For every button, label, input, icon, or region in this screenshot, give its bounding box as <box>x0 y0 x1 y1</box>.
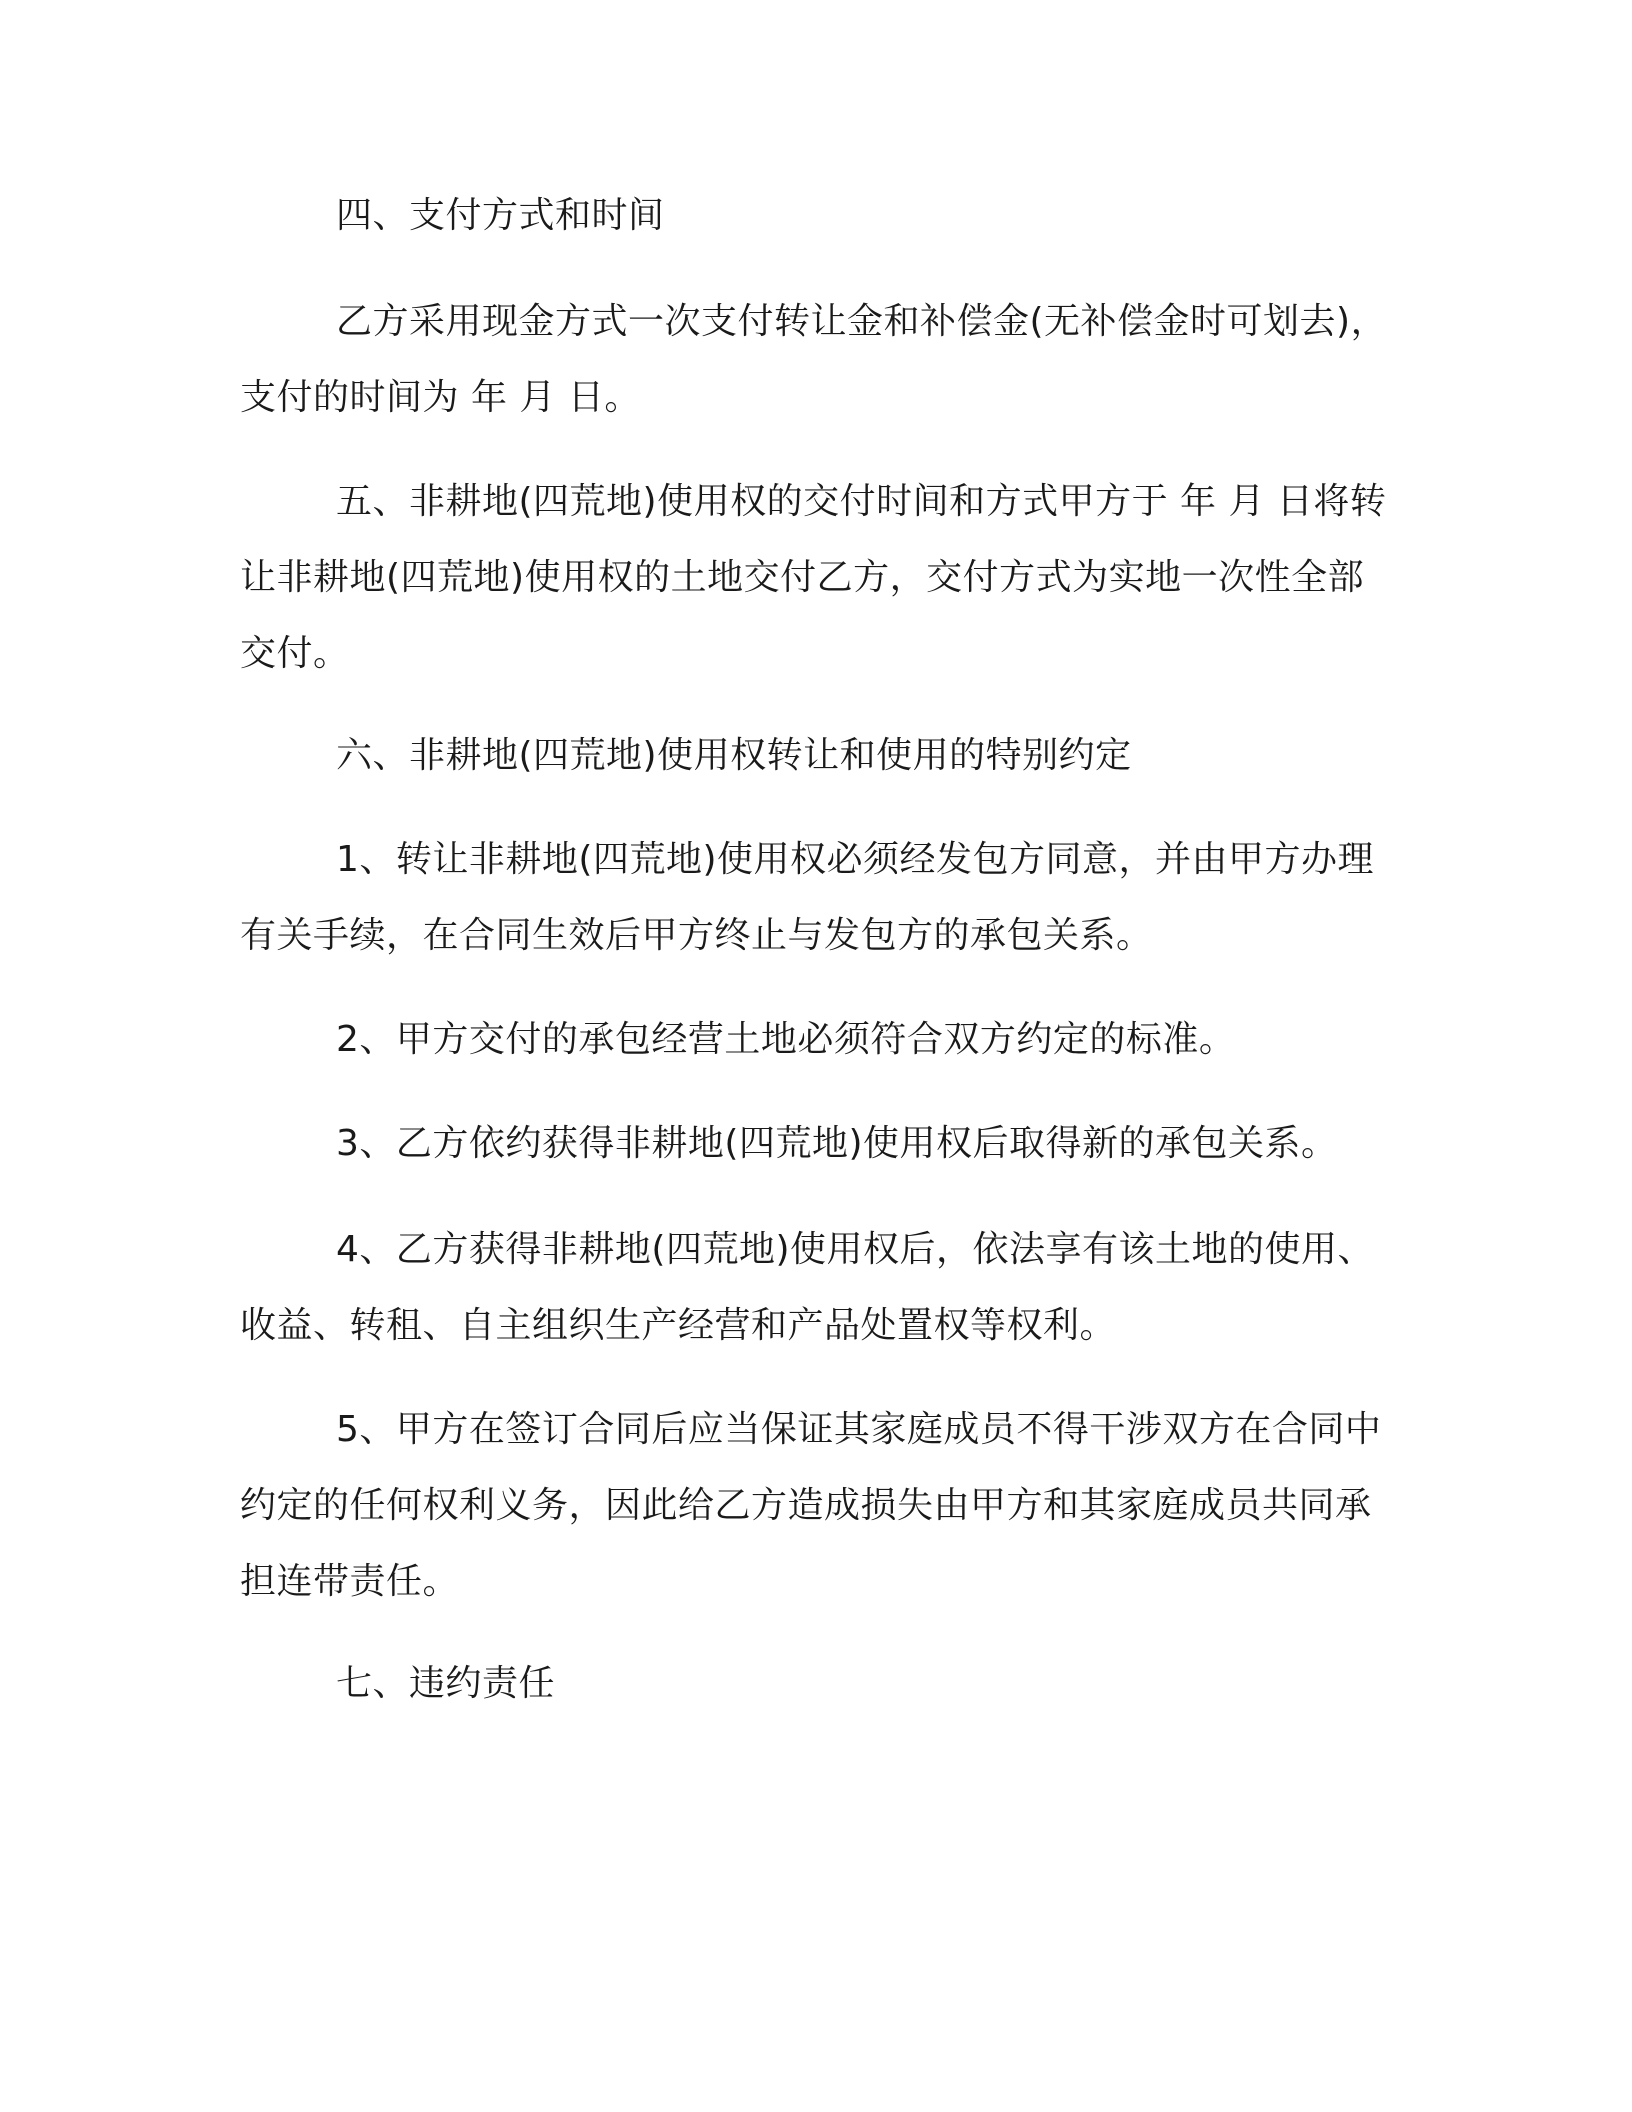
special-term-4: 4、乙方获得非耕地(四荒地)使用权后，依法享有该土地的使用、收益、转租、自主组织生产经营和产品处置权等权利。 <box>240 1229 1374 1346</box>
section-heading-special-terms: 六、非耕地(四荒地)使用权转让和使用的特别约定 <box>336 735 1132 776</box>
delivery-clause: 五、非耕地(四荒地)使用权的交付时间和方式甲方于 年 月 日将转让非耕地(四荒地)使用权的土地交付乙方，交付方式为实地一次性全部交付。 <box>240 481 1387 674</box>
special-term-2: 2、甲方交付的承包经营土地必须符合双方约定的标准。 <box>336 1019 1236 1060</box>
special-term-3: 3、乙方依约获得非耕地(四荒地)使用权后取得新的承包关系。 <box>336 1123 1338 1164</box>
section-heading-payment: 四、支付方式和时间 <box>336 195 665 236</box>
payment-clause: 乙方采用现金方式一次支付转让金和补偿金(无补偿金时可划去)，支付的时间为 年 月 日。 <box>240 301 1388 418</box>
special-term-1: 1、转让非耕地(四荒地)使用权必须经发包方同意，并由甲方办理有关手续，在合同生效后甲方终止与发包方的承包关系。 <box>240 839 1374 956</box>
special-term-5: 5、甲方在签订合同后应当保证其家庭成员不得干涉双方在合同中约定的任何权利义务，因此给乙方造成损失由甲方和其家庭成员共同承担连带责任。 <box>240 1409 1382 1602</box>
section-heading-liability: 七、违约责任 <box>336 1663 556 1704</box>
